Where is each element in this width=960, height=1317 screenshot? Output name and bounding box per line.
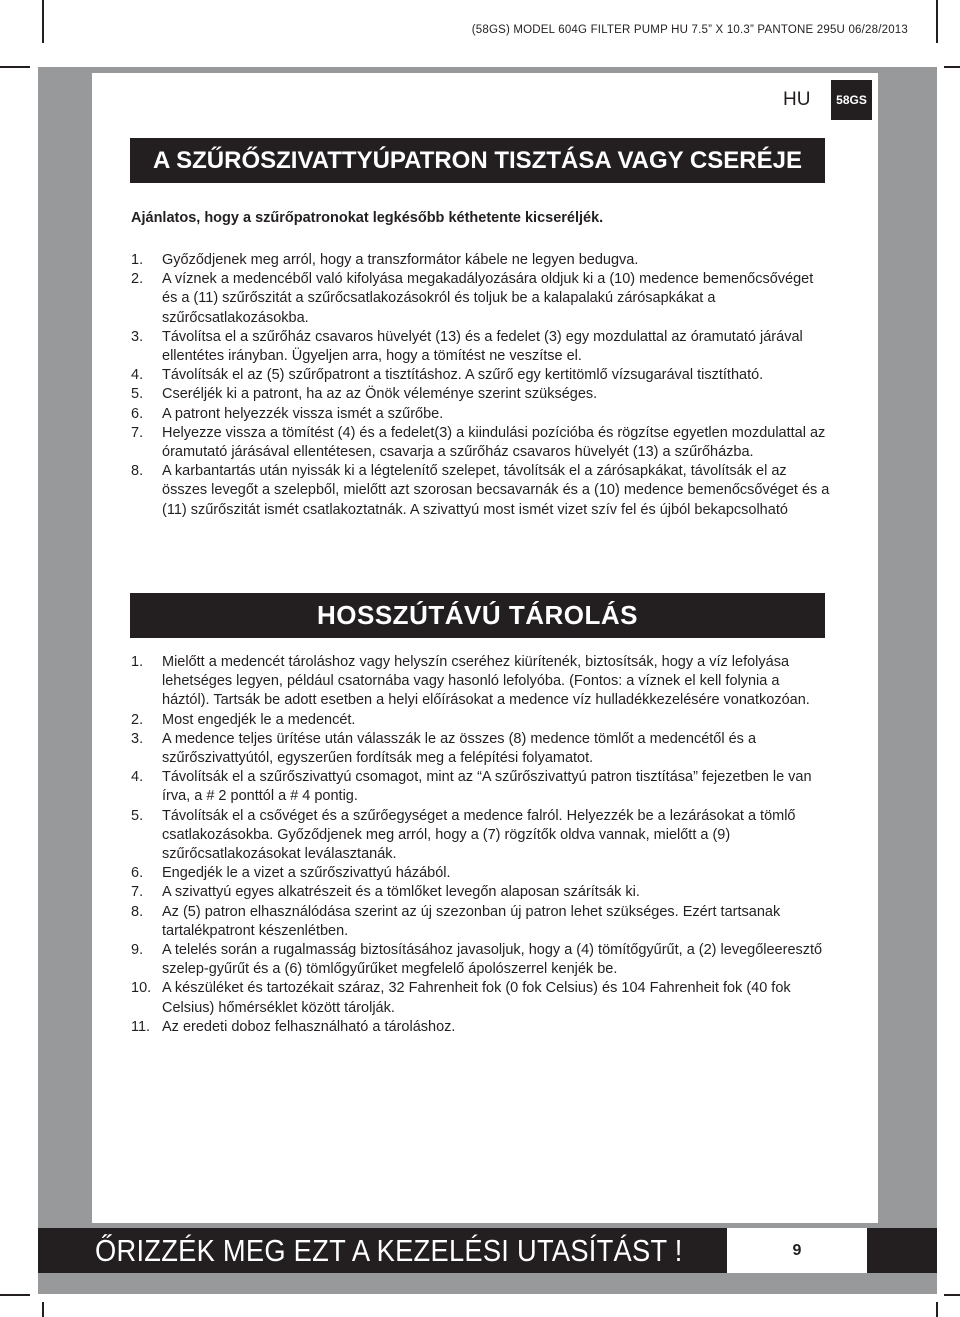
crop-mark — [944, 1294, 960, 1296]
list-item: 1. Győződjenek meg arról, hogy a transzformátor kábele ne legyen bedugva. — [131, 252, 639, 268]
list-item: 2. Most engedjék le a medencét. — [131, 711, 356, 728]
list-item: 4. Távolítsák el az (5) szűrőpatront a tisztításhoz. A szűrő egy kertitömlő vízsugarával tisztítható. — [131, 367, 764, 384]
list-item: 7. Helyezze vissza a tömítést (4) és a fedelet(3) a kiindulási pozícióba és rögzítse egyetlen mozdulattal az óramutató járásával ellentétesen, csavarja a szűrőház csavaros hüvelyét (13) a szűrőházba. — [131, 424, 826, 461]
intro-text: Ajánlatos, hogy a szűrőpatronokat legkésőbb kéthetente kicseréljék. — [131, 210, 604, 226]
list-item: 5. Távolítsák el a csővéget és a szűrőegységet a medence falról. Helyezzék be a lezárásokat a tömlő csatlakozásokba. Győződjenek meg arról, hogy a (7) rögzítők oldva vannak, mielőtt a (9) szűrőcsatlakozásokat leválasztanák. — [131, 807, 796, 863]
crop-mark — [936, 0, 938, 43]
content-panel — [92, 73, 878, 1223]
crop-mark — [944, 66, 960, 68]
list-item: 5. Cseréljék ki a patront, ha az az Önök véleménye szerint szükséges. — [131, 386, 598, 403]
crop-mark — [42, 1302, 44, 1317]
section-title-storage: HOSSZÚTÁVÚ TÁROLÁS — [130, 593, 825, 638]
list-item: 6. Engedjék le a vizet a szűrőszivattyú házából. — [131, 865, 451, 882]
crop-mark — [0, 1294, 30, 1296]
list-item: 3. A medence teljes ürítése után válasszák le az összes (8) medence tömlőt a medencétől és a szűrőszivattyútól, egyszerűen fordítsák meg a felépítési folyamatot. — [131, 730, 757, 767]
model-tag: 58GS — [831, 80, 872, 120]
section-title-cleaning: A SZŰRŐSZIVATTYÚPATRON TISZTÁSA VAGY CSERÉJE — [130, 138, 825, 183]
crop-mark — [936, 1302, 938, 1317]
list-item: 8. A karbantartás után nyissák ki a légtelenítő szelepet, távolítsák el a zárósapkákat, távolítsák el az összes levegőt a szelepből, mielőtt azt szorosan becsavarnák és a (10) medence bemenőcsővéget és a (11) szűrőszitát ismét csatlakoztatnák. A szivattyú most ismét vizet szív fel és újból bekapcsolható — [131, 463, 830, 518]
list-item: 3. Távolítsa el a szűrőház csavaros hüvelyét (13) és a fedelet (3) egy mozdulattal az óramutató járával ellentétes irányban. Ügyeljen arra, hogy a tömítést ne veszítse el. — [131, 328, 803, 365]
print-header-info: (58GS) MODEL 604G FILTER PUMP HU 7.5” X 10.3” PANTONE 295U 06/28/2013 — [471, 24, 908, 36]
list-item: 10. A készüléket és tartozékait száraz, 32 Fahrenheit fok (0 fok Celsius) és 104 Fahrenheit fok (40 fok Celsius) hőmérséklet között tárolják. — [131, 980, 791, 1016]
list-item: 6. A patront helyezzék vissza ismét a szűrőbe. — [131, 405, 444, 422]
page-number: 9 — [727, 1228, 867, 1273]
footer-slogan: ŐRIZZÉK MEG EZT A KEZELÉSI UTASÍTÁST ! — [95, 1233, 683, 1268]
list-item: 7. A szivattyú egyes alkatrészeit és a tömlőket levegőn alaposan szárítsák ki. — [131, 884, 640, 901]
crop-mark — [42, 0, 44, 43]
cleaning-steps-list — [131, 251, 831, 520]
list-item: 2. A víznek a medencéből való kifolyása megakadályozására oldjuk ki a (10) medence bemenőcsővéget és a (11) szűrőszitát a szűrőcsatlakozásokról és toljuk be a kalapalakú zárósapkákat a szűrőcsatlakozásokba. — [131, 271, 814, 326]
list-item: 1. Mielőtt a medencét tároláshoz vagy helyszín cseréhez kiürítenék, biztosítsák, hogy a víz lefolyása lehetséges legyen, például csatornába vagy hasonló lefolyóba. (Fontos: a víznek el kell folynia a háztól). Tartsák be adott esetben a helyi előírásokat a medence víz hulladékkezelésére vonatkozóan. — [131, 654, 810, 709]
list-item: 8. Az (5) patron elhasználódása szerint az új szezonban új patron lehet szükséges. Ezért tartsanak tartalékpatront készenlétben. — [131, 903, 781, 939]
list-item: 11. Az eredeti doboz felhasználható a tároláshoz. — [131, 1018, 456, 1035]
crop-mark — [0, 66, 30, 68]
storage-steps-list — [131, 653, 831, 1037]
language-label: HU — [783, 89, 811, 110]
list-item: 9. A telelés során a rugalmasság biztosításához javasoljuk, hogy a (4) tömítőgyűrűt, a (2) levegőleeresztő szelep-gyűrűt és a (6) tömlőgyűrűket megfelelő ápolószerrel kenjék be. — [131, 942, 823, 978]
list-item: 4. Távolítsák el a szűrőszivattyú csomagot, mint az “A szűrőszivattyú patron tisztítása” fejezetben le van írva, a # 2 ponttól a # 4 pontig. — [131, 769, 812, 805]
